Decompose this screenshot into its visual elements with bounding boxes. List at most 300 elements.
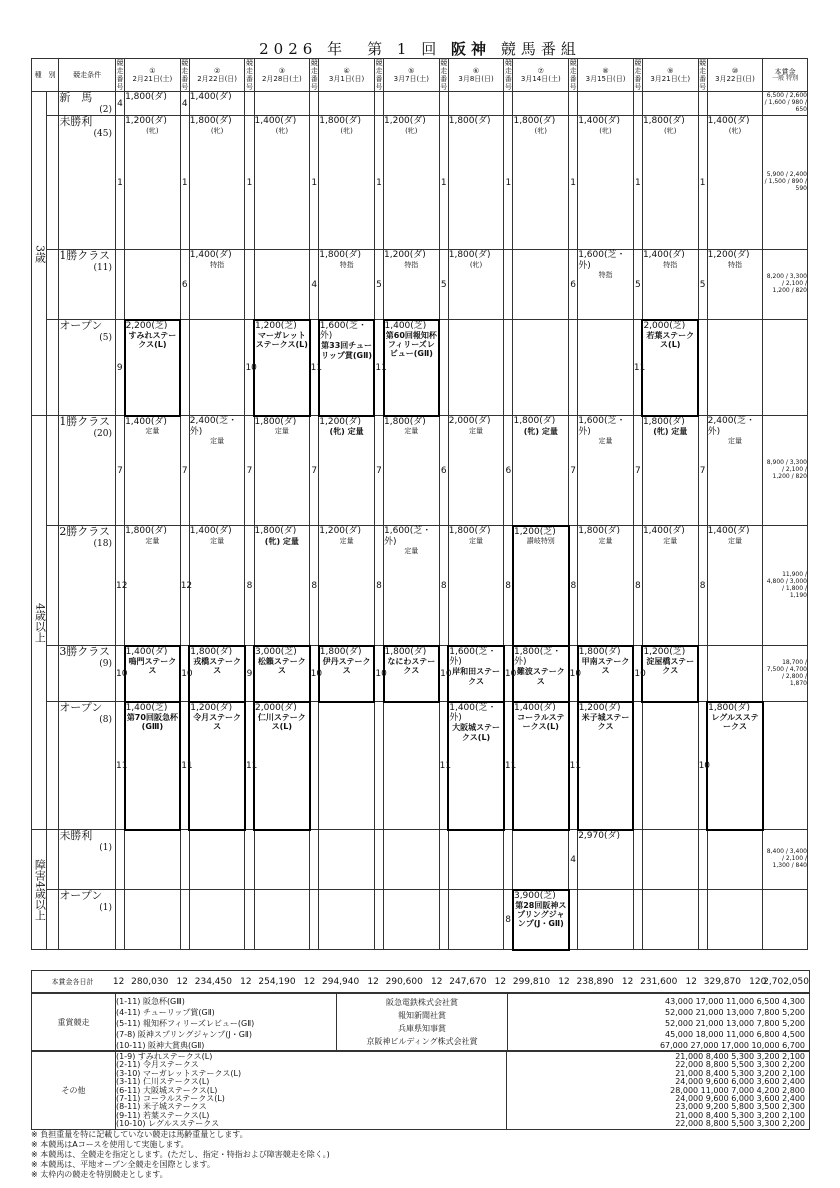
race-number (439, 830, 448, 890)
header-race-no: 競走番号 (504, 59, 512, 92)
race-number: 7 (698, 416, 707, 526)
age-spacer (47, 116, 59, 250)
race-number: 8 (374, 526, 383, 646)
totals-day-2: 234,450 (194, 977, 232, 987)
race-cell (319, 702, 375, 830)
day-number: ⑤ (408, 67, 415, 76)
day-number: ⑨ (667, 67, 674, 76)
race-distance: 1,800(ダ) (642, 416, 685, 427)
race-cell (254, 416, 310, 526)
totals-races: 12 (494, 977, 507, 987)
race-distance: 1,800(芝・外) (513, 646, 562, 668)
race-distance: 1,400(ダ) (254, 116, 297, 127)
race-number: 1 (698, 116, 707, 250)
race-cell (384, 890, 440, 950)
race-cell (189, 646, 245, 702)
race-distance: 1,800(ダ) (125, 92, 167, 103)
race-number: 6 (180, 250, 189, 320)
race-distance: 1,400(芝・外) (449, 702, 497, 724)
race-number (310, 890, 319, 950)
race-number: 8 (698, 526, 707, 646)
race-name: (牝) (275, 126, 289, 135)
totals-races: 12 (367, 977, 379, 987)
race-number: 1 (310, 116, 319, 250)
other-race-item: (6-11) 大阪城ステークス(L) (116, 1085, 218, 1095)
other-race-item: (9-11) 若葉ステークス(L) (116, 1110, 210, 1120)
race-number: 11 (633, 320, 642, 416)
footnote: ※ 本競馬は、全競走を指定とします。(ただし、指定・特指および障害競走を除く。) (31, 1150, 330, 1159)
race-distance: 1,400(ダ) (125, 416, 167, 427)
race-distance: 1,800(ダ) (448, 526, 491, 537)
race-cell (125, 250, 181, 320)
race-number: 1 (374, 116, 383, 250)
other-race-item: (1-9) すみれステークス(L) (116, 1052, 213, 1061)
race-cell (448, 890, 504, 950)
race-distance: 1,800(ダ) (254, 416, 297, 427)
race-number (245, 890, 254, 950)
race-name: 第70回阪急杯(GⅢ) (126, 713, 178, 732)
race-cell (707, 890, 763, 950)
race-distance: 2,200(芝) (125, 320, 168, 331)
race-name: 定量 (404, 427, 419, 436)
totals-races: 12 (240, 977, 252, 987)
day-date: 3月8日(日) (458, 75, 494, 84)
race-name: 定量 (663, 536, 678, 545)
race-distance: 1,800(ダ) (319, 116, 362, 127)
race-name: 讃岐特別 (526, 537, 555, 546)
race-cell (189, 320, 245, 416)
race-cell (125, 702, 181, 830)
race-cell (642, 250, 698, 320)
other-race-prize: 21,000 8,400 5,300 3,200 2,100 (675, 1110, 805, 1120)
race-name: なにわステークス (387, 657, 436, 676)
race-number: 7 (115, 416, 124, 526)
race-number: 10 (439, 646, 448, 702)
totals-races: 12 (431, 977, 443, 987)
race-cell (642, 92, 698, 116)
race-name: 特指 (727, 260, 742, 269)
race-cell (513, 702, 569, 830)
race-cell (578, 92, 634, 116)
race-cell (254, 116, 310, 250)
footnotes (31, 1130, 330, 1180)
race-number: 7 (310, 416, 319, 526)
totals-races: 12 (558, 977, 570, 987)
key-race-item: (7-8) 阪神スプリングジャンプ(J・GⅡ) (116, 1030, 252, 1039)
race-cell (254, 320, 310, 416)
category-3 (32, 830, 47, 950)
race-number (633, 830, 642, 890)
race-number (245, 92, 254, 116)
race-number (698, 92, 707, 116)
race-number: 1 (569, 116, 578, 250)
race-number: 8 (439, 526, 448, 646)
race-distance: 3,000(芝) (255, 646, 297, 657)
prize-cell: 6,500 / 2,600 / 1,600 / 980 / 650 (763, 92, 808, 116)
age-spacer (47, 416, 59, 526)
race-cell (513, 526, 569, 646)
race-name: (牝) (210, 126, 224, 135)
other-race-item: (8-11) 米子城ステークス (116, 1102, 207, 1112)
race-number: 11 (115, 702, 124, 830)
race-cell (448, 416, 504, 526)
class-name: 3勝クラス (59, 645, 110, 659)
race-cell (319, 830, 375, 890)
header-race-no: 競走番号 (116, 59, 124, 92)
race-number (504, 320, 513, 416)
race-cell (254, 890, 310, 950)
race-number: 1 (245, 116, 254, 250)
race-cell (707, 646, 763, 702)
race-name: 定量 (274, 427, 289, 436)
category-label: 障害4歳以上 (33, 858, 47, 921)
race-number: 1 (633, 116, 642, 250)
race-cell (578, 320, 634, 416)
race-name: 甲南ステークス (581, 657, 630, 676)
race-number (504, 250, 513, 320)
race-cell (189, 830, 245, 890)
race-number: 4 (310, 250, 319, 320)
race-number (698, 830, 707, 890)
other-race-prize: 22,000 8,800 5,500 3,300 2,200 (675, 1060, 805, 1070)
race-cell (513, 416, 569, 526)
key-race-prize: 52,000 21,000 13,000 7,800 5,200 (665, 1008, 805, 1017)
race-name: 難波ステークス (516, 667, 565, 686)
race-number (633, 890, 642, 950)
header-day-10 (707, 59, 763, 92)
totals-label: 本賞金各日計 (51, 978, 94, 986)
race-name: 令月ステークス (193, 713, 242, 732)
race-cell (578, 702, 634, 830)
race-cell (384, 416, 440, 526)
class-name: 新 馬 (59, 91, 93, 105)
race-cell (319, 320, 375, 416)
race-cell (642, 890, 698, 950)
race-cell (384, 116, 440, 250)
race-name: (牝) 定量 (329, 427, 364, 437)
race-number (569, 92, 578, 116)
class-cell (59, 646, 116, 702)
race-distance: 1,800(ダ) (254, 526, 297, 537)
race-cell (125, 890, 181, 950)
race-distance: 1,800(ダ) (578, 526, 620, 537)
race-number (310, 702, 319, 830)
day-date: 2月21日(土) (132, 75, 173, 84)
prize-cell: 18,700 / 7,500 / 4,700 / 2,800 / 1,870 (763, 646, 808, 702)
race-cell (642, 646, 698, 702)
race-number: 10 (310, 646, 319, 702)
class-cell (59, 830, 116, 890)
class-cell (59, 250, 116, 320)
race-name: 特指 (404, 260, 419, 269)
header-day-1 (125, 59, 181, 92)
class-name: 未勝利 (59, 829, 93, 843)
race-cell (513, 320, 569, 416)
other-race-prize: 28,000 11,000 7,000 4,200 2,800 (670, 1085, 805, 1095)
race-cell (642, 702, 698, 830)
race-number: 11 (245, 702, 254, 830)
header-type: 種 別 (32, 59, 59, 92)
race-distance: 1,400(ダ) (642, 526, 685, 537)
race-number: 5 (439, 250, 448, 320)
race-cell (125, 646, 181, 702)
race-number (439, 92, 448, 116)
other-race-item: (3-10) マーガレットステークス(L) (116, 1068, 242, 1078)
race-distance: 1,600(芝・外) (384, 526, 432, 547)
race-distance: 1,600(芝・外) (578, 250, 626, 271)
race-cell (642, 116, 698, 250)
day-number: ① (149, 67, 156, 76)
page-title: 2026 年 第 1 回 阪神 競馬番組 (259, 40, 581, 58)
race-number: 6 (439, 416, 448, 526)
race-number: 8 (504, 890, 513, 950)
race-distance: 2,400(芝・外) (189, 416, 238, 437)
race-cell (254, 830, 310, 890)
category-1 (32, 92, 47, 416)
day-number: ⑦ (537, 67, 544, 76)
class-name: オープン (59, 319, 103, 333)
race-cell (254, 702, 310, 830)
race-number: 10 (245, 320, 254, 416)
other-race-item: (3-11) 仁川ステークス(L) (116, 1077, 210, 1087)
category-label: 3歳 (33, 244, 47, 263)
race-cell (319, 416, 375, 526)
race-number: 8 (633, 526, 642, 646)
race-cell (448, 250, 504, 320)
day-number: ④ (343, 67, 350, 76)
race-number: 1 (439, 116, 448, 250)
key-races-section (31, 992, 810, 1052)
race-program-table (31, 58, 808, 951)
race-distance: 1,400(ダ) (707, 116, 750, 127)
class-count: (5) (99, 332, 112, 343)
footnote: ※ 太枠内の競走を特別競走とします。 (31, 1170, 168, 1179)
totals-day-9: 231,600 (640, 977, 678, 987)
header-race-no: 競走番号 (634, 59, 642, 92)
race-cell (578, 526, 634, 646)
race-cell (125, 116, 181, 250)
race-distance: 1,800(ダ) (513, 116, 556, 127)
class-cell (59, 890, 116, 950)
class-count: (9) (99, 658, 112, 669)
class-name: オープン (59, 889, 103, 903)
race-cell (448, 646, 504, 702)
race-cell (513, 646, 569, 702)
day-number: ⑥ (472, 67, 480, 76)
race-name: コーラルステークス(L) (517, 713, 565, 732)
race-number: 10 (504, 646, 513, 702)
race-name: 伊丹ステークス (322, 657, 371, 676)
race-distance: 1,800(ダ) (190, 646, 233, 657)
race-number (245, 830, 254, 890)
prize-cell: 8,400 / 3,400 / 2,100 / 1,300 / 840 (763, 830, 808, 890)
race-distance: 1,800(ダ) (578, 646, 621, 657)
race-number: 5 (633, 250, 642, 320)
race-distance: 1,200(芝) (513, 526, 556, 537)
day-date: 3月1日(日) (328, 75, 365, 84)
age-spacer (47, 526, 59, 646)
race-number: 7 (374, 416, 383, 526)
race-distance: 1,800(ダ) (319, 646, 362, 657)
age-spacer (47, 890, 59, 950)
totals-day-6: 247,670 (449, 977, 487, 987)
race-distance: 3,900(芝) (513, 890, 556, 901)
race-number: 1 (180, 116, 189, 250)
age-spacer (47, 250, 59, 320)
class-count: (18) (93, 538, 112, 549)
totals-day-5: 290,600 (385, 977, 423, 987)
class-cell (59, 92, 116, 116)
race-name: マーガレットステークス(L) (255, 331, 308, 350)
race-cell (513, 92, 569, 116)
header-race-no: 競走番号 (699, 59, 707, 92)
race-name: 定量 (598, 436, 613, 445)
race-number: 11 (310, 320, 319, 416)
race-name: (牝) 定量 (523, 426, 558, 436)
race-distance: 1,200(ダ) (707, 250, 750, 261)
race-cell (707, 92, 763, 116)
class-name: 1勝クラス (59, 415, 110, 429)
totals-day-8: 238,890 (576, 977, 614, 987)
race-number: 11 (439, 702, 448, 830)
race-distance: 1,200(芝) (643, 646, 686, 657)
race-cell (189, 416, 245, 526)
race-number: 5 (374, 250, 383, 320)
race-distance: 1,400(ダ) (189, 92, 232, 103)
header-race-no: 競走番号 (181, 59, 189, 92)
race-distance: 1,400(ダ) (189, 526, 232, 537)
header-race-no: 競走番号 (569, 59, 577, 92)
key-race-prize: 67,000 27,000 17,000 10,000 6,700 (659, 1041, 805, 1050)
race-distance: 1,400(ダ) (189, 250, 232, 261)
prize-cell (763, 320, 808, 416)
header-day-2 (189, 59, 245, 92)
day-number: ⑩ (731, 67, 739, 76)
age-spacer (47, 646, 59, 702)
race-cell (707, 830, 763, 890)
race-number: 7 (569, 416, 578, 526)
header-race-no: 競走番号 (310, 59, 318, 92)
race-cell (707, 250, 763, 320)
race-cell (125, 320, 181, 416)
race-distance: 1,800(ダ) (513, 416, 556, 427)
race-number: 8 (310, 526, 319, 646)
race-number (310, 830, 319, 890)
prize-cell: 11,900 / 4,800 / 3,000 / 1,800 / 1,190 (763, 526, 808, 646)
race-distance: 1,600(芝・外) (449, 646, 497, 668)
race-cell (448, 526, 504, 646)
race-name: (牝) 定量 (264, 536, 299, 546)
race-distance: 2,000(ダ) (448, 416, 491, 427)
prize-sub (763, 76, 807, 83)
race-cell (125, 526, 181, 646)
totals-races: 12 (303, 977, 316, 987)
race-number: 10 (633, 646, 642, 702)
race-name: 特指 (339, 260, 354, 269)
race-number: 1 (504, 116, 513, 250)
race-name: 戎橋ステークス (193, 657, 242, 676)
race-name: (牝) (340, 126, 353, 135)
race-cell (448, 702, 504, 830)
race-distance: 1,400(芝) (384, 320, 427, 331)
race-cell (642, 830, 698, 890)
totals-races: 12 (685, 977, 697, 987)
footnote: ※ 本競馬は、平地オープン全競走を国際とします。 (31, 1160, 215, 1169)
race-distance: 1,400(ダ) (707, 526, 750, 537)
prize-cell (763, 890, 808, 950)
footnote: ※ 負担重量を特に記載していない競走は馬齢重量とします。 (31, 1130, 248, 1139)
race-name: 定量 (727, 436, 742, 445)
race-distance: 1,800(ダ) (384, 646, 427, 657)
race-distance: 1,400(ダ) (642, 250, 685, 261)
race-distance: 1,800(ダ) (448, 116, 491, 127)
class-count: (20) (93, 428, 112, 439)
race-cell (125, 416, 181, 526)
key-race-prize: 52,000 21,000 13,000 7,800 5,200 (665, 1019, 805, 1028)
footnote: ※ 本競馬はAコースを使用して実施します。 (31, 1140, 189, 1149)
totals-races: 12 (621, 977, 634, 987)
race-number: 12 (180, 526, 189, 646)
race-name: (牝) (599, 126, 612, 135)
day-date: 3月21日(土) (650, 75, 691, 84)
race-number (569, 320, 578, 416)
race-cell (319, 646, 375, 702)
race-cell (578, 116, 634, 250)
race-cell (707, 526, 763, 646)
race-cell (189, 890, 245, 950)
race-name: 淀屋橋ステークス (646, 657, 695, 676)
other-race-prize: 24,000 9,600 6,000 3,600 2,400 (675, 1077, 805, 1087)
race-name: 若葉ステークス(L) (646, 331, 695, 350)
race-number (569, 890, 578, 950)
race-number (245, 250, 254, 320)
race-number (439, 890, 448, 950)
header-race-no: 競走番号 (440, 59, 448, 92)
race-name: (牝) (664, 126, 677, 135)
race-number: 1 (115, 116, 124, 250)
race-name: 仁川ステークス(L) (257, 713, 306, 732)
race-cell (384, 92, 440, 116)
header-day-5 (384, 59, 440, 92)
class-cell (59, 702, 116, 830)
key-race-sponsor: 阪急電鉄株式会社賞 (386, 998, 458, 1007)
race-number: 7 (180, 416, 189, 526)
race-cell (319, 92, 375, 116)
race-number (115, 250, 124, 320)
race-cell (448, 116, 504, 250)
race-distance: 1,800(ダ) (708, 702, 750, 713)
race-cell (642, 526, 698, 646)
header-day-7 (513, 59, 569, 92)
key-race-sponsor: 京阪神ビルディング株式会社賞 (366, 1037, 478, 1046)
race-number (698, 646, 707, 702)
race-name: レグルスステークス (711, 713, 759, 732)
race-cell (578, 416, 634, 526)
race-number: 11 (180, 702, 189, 830)
other-race-item: (7-11) コーラルステークス(L) (116, 1094, 225, 1104)
race-number (633, 702, 642, 830)
age-spacer (47, 92, 59, 116)
race-number (374, 830, 383, 890)
race-cell (448, 830, 504, 890)
race-distance: 1,400(ダ) (513, 702, 556, 713)
key-race-item: (1-11) 阪急杯(GⅢ) (116, 997, 185, 1006)
race-number: 8 (504, 526, 513, 646)
race-name: 第33回チューリップ賞(GⅡ) (321, 341, 373, 360)
race-cell (384, 526, 440, 646)
race-cell (254, 646, 310, 702)
race-name: 定量 (598, 536, 613, 545)
